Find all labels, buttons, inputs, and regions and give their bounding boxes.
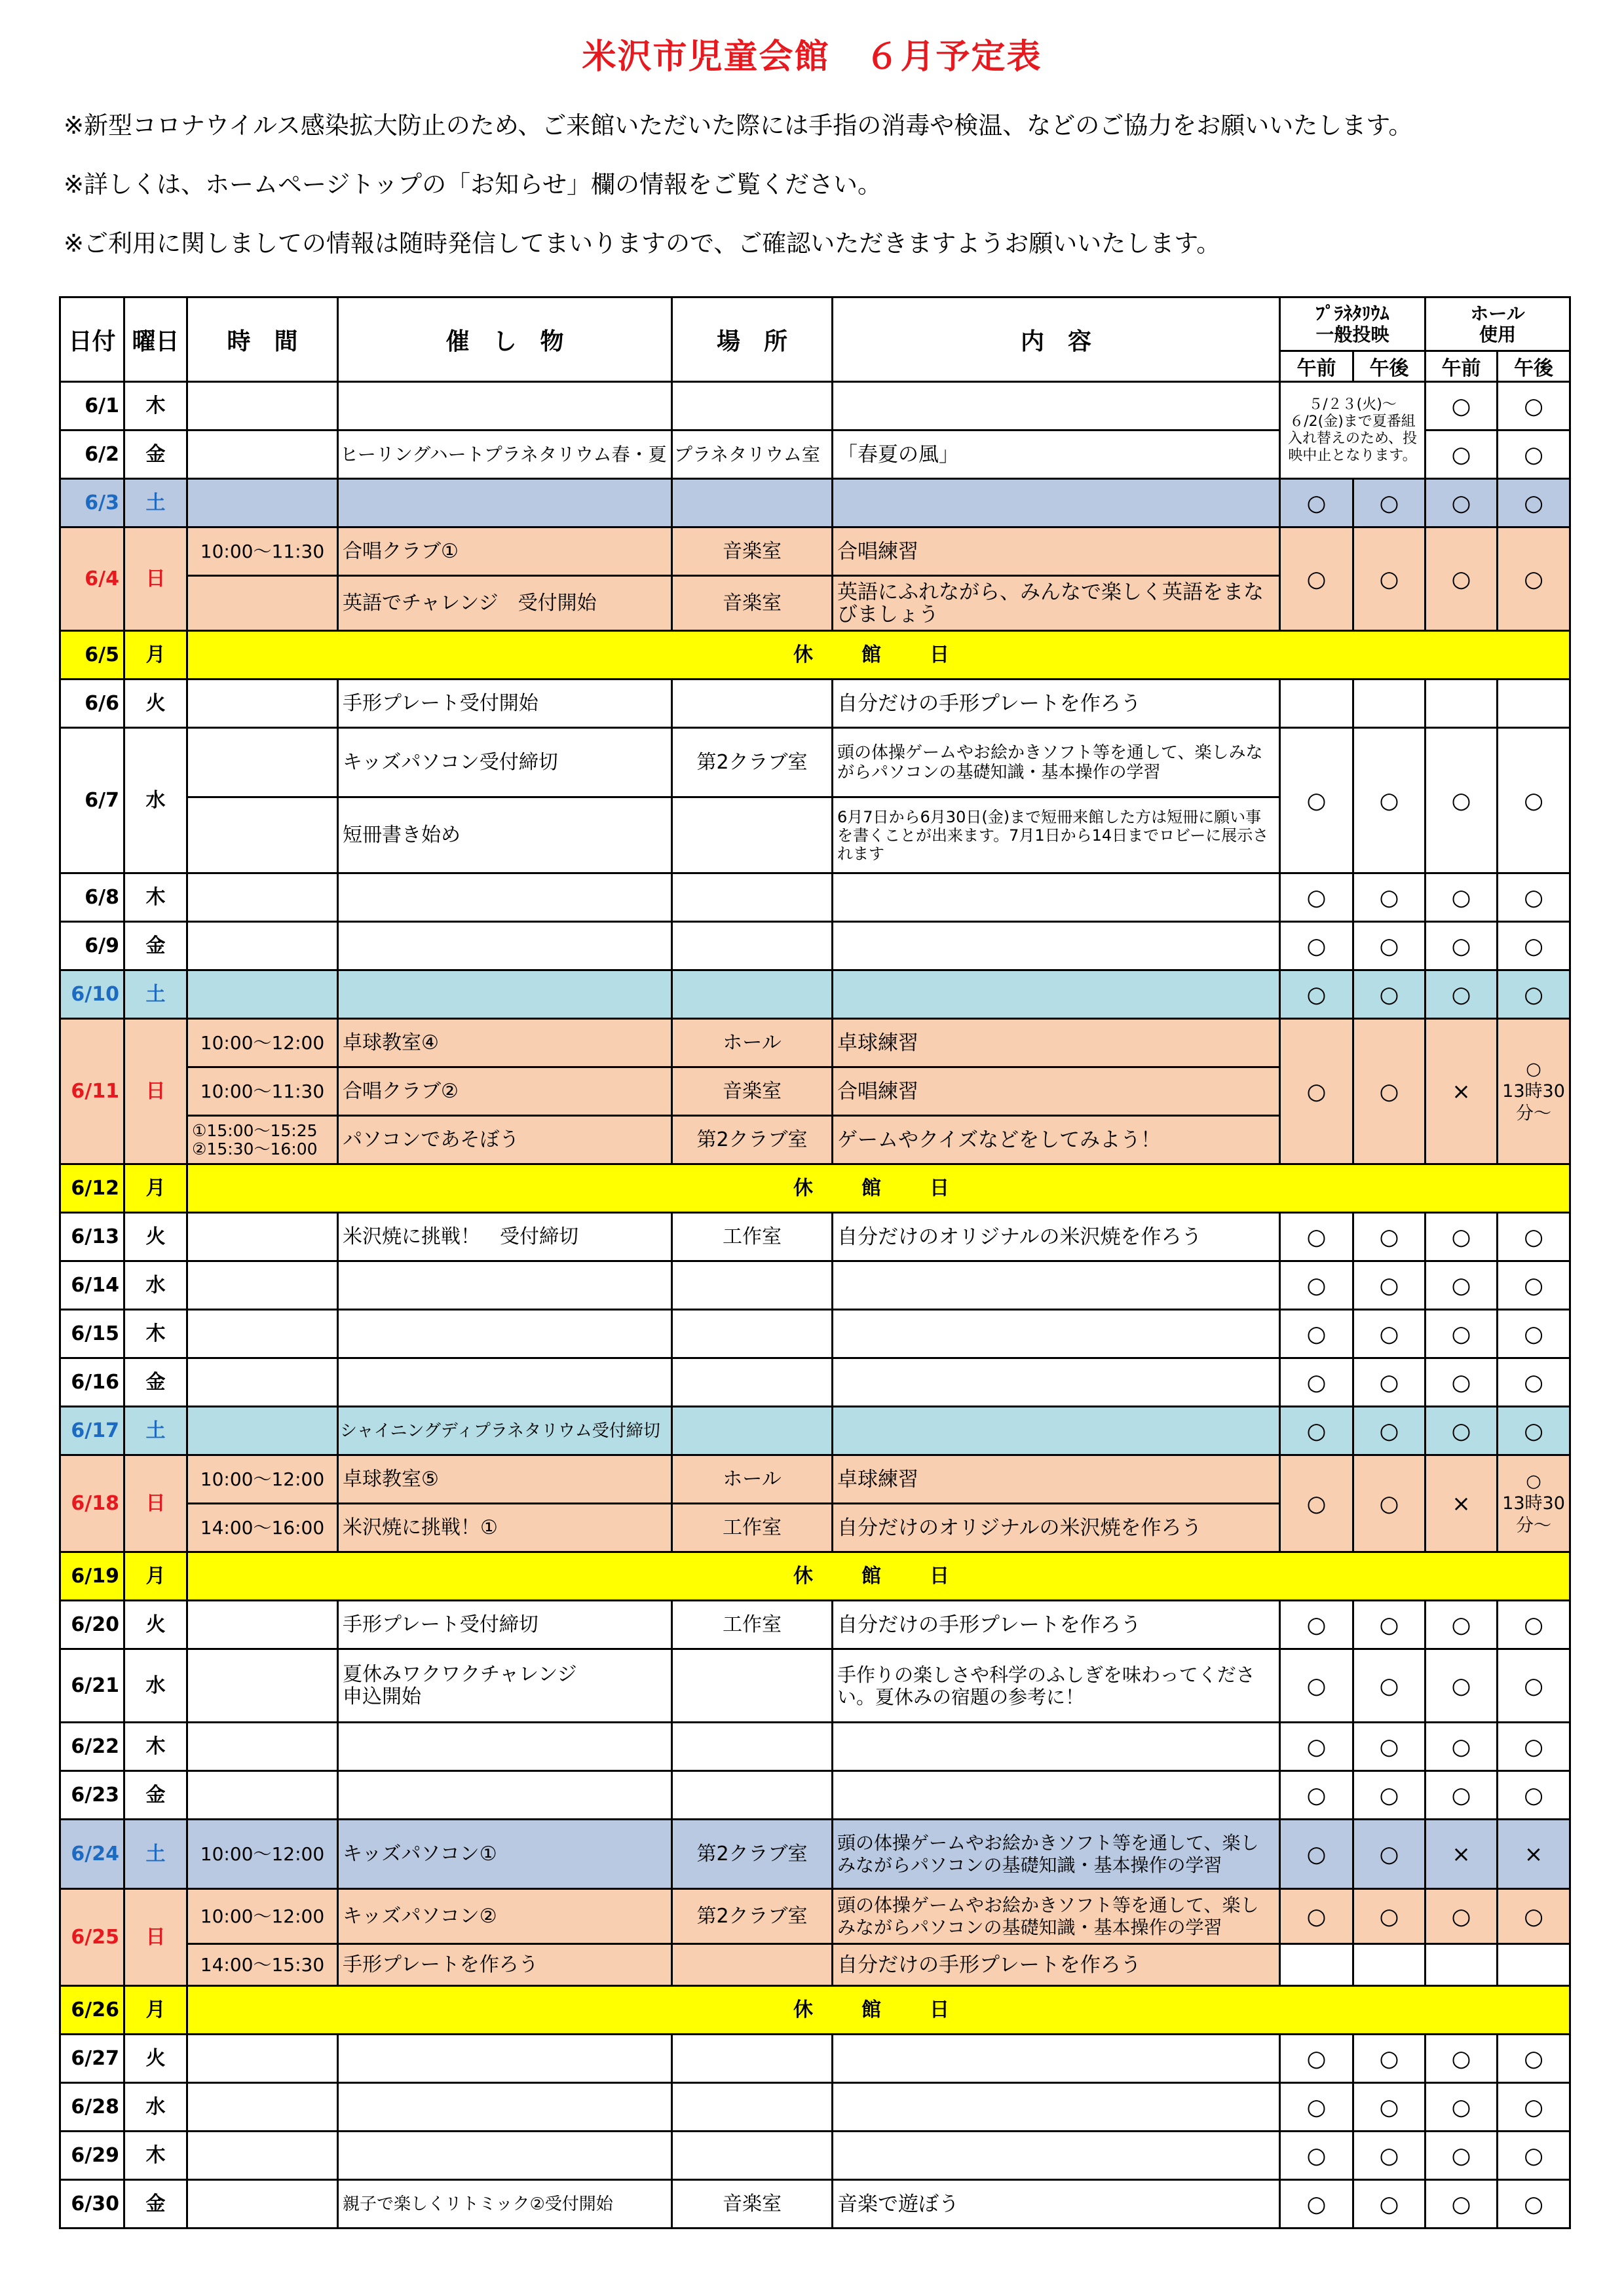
event-cell: 卓球教室④	[338, 1019, 672, 1067]
weekday-cell: 土	[124, 1820, 187, 1889]
hall-am-mark: ○	[1426, 2035, 1498, 2083]
hall-am-mark: ○	[1426, 479, 1498, 527]
plan-am-mark: ○	[1280, 1407, 1353, 1455]
plan-am-mark: ○	[1280, 1771, 1353, 1820]
plan-pm-mark: ○	[1353, 1261, 1426, 1310]
plan-pm-mark: ○	[1353, 2180, 1426, 2229]
plan-pm-mark: ○	[1353, 970, 1426, 1019]
plan-pm-mark: ○	[1353, 479, 1426, 527]
content-cell: 頭の体操ゲームやお絵かきソフト等を通して、楽しみながらパソコンの基礎知識・基本操作の学習	[833, 1820, 1280, 1889]
header-plan-pm: 午後	[1353, 351, 1426, 382]
place-cell: 工作室	[672, 1601, 833, 1649]
place-cell: ホール	[672, 1455, 833, 1504]
content-cell: 自分だけの手形プレートを作ろう	[833, 679, 1280, 728]
weekday-cell: 金	[124, 430, 187, 479]
date-cell: 6/3	[60, 479, 124, 527]
date-cell: 6/24	[60, 1820, 124, 1889]
date-cell: 6/25	[60, 1889, 124, 1986]
weekday-cell: 月	[124, 1986, 187, 2035]
weekday-cell: 水	[124, 1261, 187, 1310]
content-cell: 頭の体操ゲームやお絵かきソフト等を通して、楽しみながらパソコンの基礎知識・基本操作の学習	[833, 1889, 1280, 1944]
closed-day-label: 休 館 日	[187, 1164, 1570, 1213]
weekday-cell: 木	[124, 382, 187, 430]
hall-am-mark: ○	[1426, 873, 1498, 922]
time-cell: 10:00～11:30	[187, 1067, 338, 1116]
header-hall-pm: 午後	[1498, 351, 1570, 382]
hall-am-mark: ○	[1426, 1723, 1498, 1771]
notice-line: ※詳しくは、ホームページトップの「お知らせ」欄の情報をご覧ください。	[64, 170, 882, 199]
plan-am-mark: ○	[1280, 1213, 1353, 1261]
table-row	[60, 1261, 1570, 1310]
hall-am-mark: ○	[1426, 1601, 1498, 1649]
plan-pm-mark: ○	[1353, 1213, 1426, 1261]
table-row	[60, 1407, 1570, 1455]
hall-am-mark: ○	[1426, 382, 1498, 430]
content-cell: 自分だけの手形プレートを作ろう	[833, 1601, 1280, 1649]
plan-am-mark: ○	[1280, 970, 1353, 1019]
date-cell: 6/7	[60, 728, 124, 873]
weekday-cell: 日	[124, 1889, 187, 1986]
event-cell: 親子で楽しくリトミック②受付開始	[338, 2180, 672, 2229]
event-cell: 米沢焼に挑戦！ 受付締切	[338, 1213, 672, 1261]
content-cell: 自分だけのオリジナルの米沢焼を作ろう	[833, 1504, 1280, 1552]
plan-am-mark: ○	[1280, 1820, 1353, 1889]
plan-pm-mark: ○	[1353, 2083, 1426, 2132]
hall-pm-mark: ○	[1498, 1261, 1570, 1310]
hall-am-mark: ○	[1426, 2083, 1498, 2132]
plan-pm-mark: ○	[1353, 1649, 1426, 1723]
hall-pm-mark: ○	[1498, 970, 1570, 1019]
time-cell: 14:00～16:00	[187, 1504, 338, 1552]
hall-pm-mark: ○	[1498, 479, 1570, 527]
hall-am-mark: ○	[1426, 2132, 1498, 2180]
time-cell: ①15:00～15:25 ②15:30～16:00	[187, 1116, 338, 1164]
header-planetarium: ﾌﾟﾗﾈﾀﾘｳﾑ 一般投映	[1280, 297, 1426, 351]
header-event: 催 し 物	[338, 297, 672, 382]
hall-am-mark: ○	[1426, 2180, 1498, 2229]
closed-day-label: 休 館 日	[187, 631, 1570, 679]
time-cell: 10:00～11:30	[187, 527, 338, 576]
notice-line: ※新型コロナウイルス感染拡大防止のため、ご来館いただいた際には手指の消毒や検温、などのご協力をお願いいたします。	[64, 111, 1413, 140]
hall-am-mark: ○	[1426, 1649, 1498, 1723]
plan-am-mark: ○	[1280, 728, 1353, 873]
place-cell: 音楽室	[672, 576, 833, 631]
table-row	[60, 1601, 1570, 1649]
date-cell: 6/2	[60, 430, 124, 479]
hall-am-mark: ×	[1426, 1455, 1498, 1552]
event-cell: 短冊書き始め	[338, 797, 672, 873]
content-cell: 音楽で遊ぼう	[833, 2180, 1280, 2229]
time-cell: 10:00～12:00	[187, 1820, 338, 1889]
table-row	[60, 631, 1570, 679]
event-cell: 合唱クラブ②	[338, 1067, 672, 1116]
weekday-cell: 火	[124, 1601, 187, 1649]
hall-am-mark: ○	[1426, 430, 1498, 479]
plan-am-mark: ○	[1280, 1723, 1353, 1771]
content-cell: ゲームやクイズなどをしてみよう！	[833, 1116, 1280, 1164]
page-title: 米沢市児童会館 ６月予定表	[582, 37, 1042, 77]
date-cell: 6/15	[60, 1310, 124, 1358]
weekday-cell: 日	[124, 1019, 187, 1164]
table-row	[60, 2132, 1570, 2180]
date-cell: 6/5	[60, 631, 124, 679]
table-row	[60, 1310, 1570, 1358]
hall-pm-mark: ○	[1498, 2083, 1570, 2132]
hall-am-mark: ○	[1426, 1771, 1498, 1820]
event-cell: 手形プレート受付開始	[338, 679, 672, 728]
event-cell: 英語でチャレンジ 受付開始	[338, 576, 672, 631]
content-cell: 自分だけの手形プレートを作ろう	[833, 1944, 1280, 1986]
weekday-cell: 木	[124, 2132, 187, 2180]
place-cell: 工作室	[672, 1213, 833, 1261]
event-cell: キッズパソコン受付締切	[338, 728, 672, 797]
plan-am-mark: ○	[1280, 1889, 1353, 1944]
event-cell: ヒーリングハートプラネタリウム春・夏	[338, 430, 672, 479]
plan-am-mark: ○	[1280, 922, 1353, 970]
hall-pm-mark: ○	[1498, 728, 1570, 873]
hall-am-mark: ○	[1426, 1213, 1498, 1261]
date-cell: 6/17	[60, 1407, 124, 1455]
plan-am-mark: ○	[1280, 2035, 1353, 2083]
hall-pm-mark: ○	[1498, 2132, 1570, 2180]
weekday-cell: 日	[124, 527, 187, 631]
plan-am-mark: ○	[1280, 1019, 1353, 1164]
weekday-cell: 水	[124, 728, 187, 873]
hall-am-mark: ○	[1426, 1310, 1498, 1358]
table-row	[60, 1358, 1570, 1407]
content-cell: 「春夏の風」	[833, 430, 1280, 479]
table-row	[60, 728, 1570, 797]
weekday-cell: 土	[124, 479, 187, 527]
event-cell: 手形プレート受付締切	[338, 1601, 672, 1649]
time-cell: 10:00～12:00	[187, 1455, 338, 1504]
table-row	[60, 1986, 1570, 2035]
plan-am-mark: ○	[1280, 873, 1353, 922]
content-cell: 合唱練習	[833, 527, 1280, 576]
date-cell: 6/11	[60, 1019, 124, 1164]
date-cell: 6/16	[60, 1358, 124, 1407]
weekday-cell: 火	[124, 679, 187, 728]
hall-am-mark: ○	[1426, 1261, 1498, 1310]
weekday-cell: 土	[124, 1407, 187, 1455]
time-cell: 14:00～15:30	[187, 1944, 338, 1986]
content-cell: 英語にふれながら、みんなで楽しく英語をまなびましょう	[833, 576, 1280, 631]
event-cell: 合唱クラブ①	[338, 527, 672, 576]
hall-pm-mark: ○	[1498, 1771, 1570, 1820]
hall-am-mark: ○	[1426, 1889, 1498, 1944]
place-cell: 第2クラブ室	[672, 1889, 833, 1944]
plan-pm-mark: ○	[1353, 728, 1426, 873]
table-row	[60, 873, 1570, 922]
place-cell: プラネタリウム室	[672, 430, 833, 479]
table-row	[60, 479, 1570, 527]
plan-am-mark: ○	[1280, 1455, 1353, 1552]
weekday-cell: 月	[124, 631, 187, 679]
place-cell: 音楽室	[672, 2180, 833, 2229]
time-cell: 10:00～12:00	[187, 1889, 338, 1944]
content-cell: 卓球練習	[833, 1455, 1280, 1504]
hall-pm-mark: ○	[1498, 430, 1570, 479]
planetarium-note: ５/２３(火)～６/2(金)まで夏番組入れ替えのため、投映中止となります。	[1280, 382, 1426, 479]
weekday-cell: 金	[124, 2180, 187, 2229]
place-cell: 第2クラブ室	[672, 1820, 833, 1889]
table-row	[60, 1019, 1570, 1067]
plan-am-mark: ○	[1280, 479, 1353, 527]
plan-pm-mark: ○	[1353, 1820, 1426, 1889]
event-cell: シャイニングディプラネタリウム受付締切	[338, 1407, 672, 1455]
date-cell: 6/21	[60, 1649, 124, 1723]
event-cell: 夏休みワクワクチャレンジ 申込開始	[338, 1649, 672, 1723]
plan-am-mark: ○	[1280, 2132, 1353, 2180]
date-cell: 6/27	[60, 2035, 124, 2083]
plan-am-mark: ○	[1280, 1310, 1353, 1358]
content-cell: 卓球練習	[833, 1019, 1280, 1067]
table-row	[60, 527, 1570, 576]
plan-am-mark: ○	[1280, 2083, 1353, 2132]
table-row	[60, 1213, 1570, 1261]
hall-am-mark: ○	[1426, 527, 1498, 631]
event-cell: キッズパソコン②	[338, 1889, 672, 1944]
hall-pm-mark: ○	[1498, 1407, 1570, 1455]
table-row	[60, 382, 1570, 430]
content-cell: 6月7日から6月30日(金)まで短冊来館した方は短冊に願い事を書くことが出来ます。7月1日から14日までロビーに展示されます	[833, 797, 1280, 873]
table-row	[60, 1552, 1570, 1601]
notice-line: ※ご利用に関しましての情報は随時発信してまいりますので、ご確認いただきますようお願いいたします。	[64, 229, 1221, 258]
event-cell: キッズパソコン①	[338, 1820, 672, 1889]
plan-am-mark: ○	[1280, 1649, 1353, 1723]
date-cell: 6/28	[60, 2083, 124, 2132]
place-cell: 音楽室	[672, 1067, 833, 1116]
weekday-cell: 月	[124, 1552, 187, 1601]
date-cell: 6/14	[60, 1261, 124, 1310]
hall-pm-mark: ○	[1498, 2035, 1570, 2083]
event-cell: 米沢焼に挑戦！①	[338, 1504, 672, 1552]
date-cell: 6/6	[60, 679, 124, 728]
plan-pm-mark: ○	[1353, 1601, 1426, 1649]
content-cell: 手作りの楽しさや科学のふしぎを味わってください。夏休みの宿題の参考に！	[833, 1649, 1280, 1723]
plan-pm-mark: ○	[1353, 527, 1426, 631]
plan-pm-mark: ○	[1353, 873, 1426, 922]
weekday-cell: 水	[124, 1649, 187, 1723]
date-cell: 6/8	[60, 873, 124, 922]
place-cell: 第2クラブ室	[672, 1116, 833, 1164]
weekday-cell: 金	[124, 1358, 187, 1407]
event-cell: 手形プレートを作ろう	[338, 1944, 672, 1986]
hall-am-mark: ○	[1426, 922, 1498, 970]
date-cell: 6/18	[60, 1455, 124, 1552]
date-cell: 6/1	[60, 382, 124, 430]
hall-am-mark: ○	[1426, 1407, 1498, 1455]
table-row	[60, 2035, 1570, 2083]
content-cell: 頭の体操ゲームやお絵かきソフト等を通して、楽しみながらパソコンの基礎知識・基本操作の学習	[833, 728, 1280, 797]
date-cell: 6/23	[60, 1771, 124, 1820]
hall-pm-mark: ○	[1498, 527, 1570, 631]
hall-pm-mark: ○	[1498, 1649, 1570, 1723]
hall-am-mark: ×	[1426, 1019, 1498, 1164]
closed-day-label: 休 館 日	[187, 1986, 1570, 2035]
weekday-cell: 水	[124, 2083, 187, 2132]
date-cell: 6/12	[60, 1164, 124, 1213]
table-row	[60, 1944, 1570, 1986]
closed-day-label: 休 館 日	[187, 1552, 1570, 1601]
table-row	[60, 1820, 1570, 1889]
header-time: 時 間	[187, 297, 338, 382]
weekday-cell: 土	[124, 970, 187, 1019]
weekday-cell: 金	[124, 922, 187, 970]
weekday-cell: 木	[124, 873, 187, 922]
table-row	[60, 1889, 1570, 1944]
date-cell: 6/10	[60, 970, 124, 1019]
header-date: 日付	[60, 297, 124, 382]
table-row	[60, 922, 1570, 970]
time-cell: 10:00～12:00	[187, 1019, 338, 1067]
weekday-cell: 木	[124, 1723, 187, 1771]
hall-am-mark: ○	[1426, 970, 1498, 1019]
plan-pm-mark: ○	[1353, 1358, 1426, 1407]
header-hall: ホール 使用	[1426, 297, 1570, 351]
plan-am-mark: ○	[1280, 1261, 1353, 1310]
table-row	[60, 2180, 1570, 2229]
header-place: 場 所	[672, 297, 833, 382]
table-row	[60, 1649, 1570, 1723]
weekday-cell: 火	[124, 1213, 187, 1261]
content-cell: 合唱練習	[833, 1067, 1280, 1116]
hall-pm-mark: ○	[1498, 873, 1570, 922]
plan-pm-mark: ○	[1353, 1723, 1426, 1771]
plan-pm-mark: ○	[1353, 1310, 1426, 1358]
header-plan-am: 午前	[1280, 351, 1353, 382]
table-row	[60, 1164, 1570, 1213]
hall-pm-note: ○ 13時30 分～	[1498, 1019, 1570, 1164]
date-cell: 6/13	[60, 1213, 124, 1261]
table-row	[60, 679, 1570, 728]
table-row	[60, 1771, 1570, 1820]
hall-pm-mark: ○	[1498, 1358, 1570, 1407]
table-row	[60, 1455, 1570, 1504]
table-row	[60, 1723, 1570, 1771]
place-cell: ホール	[672, 1019, 833, 1067]
date-cell: 6/22	[60, 1723, 124, 1771]
plan-pm-mark: ○	[1353, 922, 1426, 970]
hall-pm-note: ○ 13時30 分～	[1498, 1455, 1570, 1552]
hall-pm-mark: ○	[1498, 1213, 1570, 1261]
hall-pm-mark: ×	[1498, 1820, 1570, 1889]
plan-pm-mark: ○	[1353, 1771, 1426, 1820]
hall-pm-mark: ○	[1498, 2180, 1570, 2229]
hall-pm-mark: ○	[1498, 922, 1570, 970]
plan-pm-mark: ○	[1353, 1019, 1426, 1164]
date-cell: 6/4	[60, 527, 124, 631]
weekday-cell: 火	[124, 2035, 187, 2083]
hall-pm-mark: ○	[1498, 1310, 1570, 1358]
weekday-cell: 金	[124, 1771, 187, 1820]
plan-pm-mark: ○	[1353, 2132, 1426, 2180]
header-content: 内 容	[833, 297, 1280, 382]
content-cell: 自分だけのオリジナルの米沢焼を作ろう	[833, 1213, 1280, 1261]
plan-pm-mark: ○	[1353, 1889, 1426, 1944]
date-cell: 6/29	[60, 2132, 124, 2180]
weekday-cell: 月	[124, 1164, 187, 1213]
plan-pm-mark: ○	[1353, 1455, 1426, 1552]
plan-am-mark: ○	[1280, 1358, 1353, 1407]
plan-pm-mark: ○	[1353, 2035, 1426, 2083]
plan-am-mark: ○	[1280, 2180, 1353, 2229]
hall-pm-mark: ○	[1498, 1723, 1570, 1771]
event-cell: 卓球教室⑤	[338, 1455, 672, 1504]
plan-am-mark: ○	[1280, 1601, 1353, 1649]
table-row	[60, 2083, 1570, 2132]
date-cell: 6/19	[60, 1552, 124, 1601]
place-cell: 工作室	[672, 1504, 833, 1552]
plan-am-mark: ○	[1280, 527, 1353, 631]
hall-pm-mark: ○	[1498, 1601, 1570, 1649]
event-cell: パソコンであそぼう	[338, 1116, 672, 1164]
place-cell: 第2クラブ室	[672, 728, 833, 797]
hall-pm-mark: ○	[1498, 1889, 1570, 1944]
date-cell: 6/9	[60, 922, 124, 970]
date-cell: 6/20	[60, 1601, 124, 1649]
header-hall-am: 午前	[1426, 351, 1498, 382]
place-cell: 音楽室	[672, 527, 833, 576]
hall-am-mark: ×	[1426, 1820, 1498, 1889]
hall-am-mark: ○	[1426, 1358, 1498, 1407]
schedule-table	[59, 296, 1571, 2229]
table-row	[60, 970, 1570, 1019]
hall-am-mark: ○	[1426, 728, 1498, 873]
hall-pm-mark: ○	[1498, 382, 1570, 430]
date-cell: 6/26	[60, 1986, 124, 2035]
date-cell: 6/30	[60, 2180, 124, 2229]
weekday-cell: 木	[124, 1310, 187, 1358]
header-weekday: 曜日	[124, 297, 187, 382]
weekday-cell: 日	[124, 1455, 187, 1552]
plan-pm-mark: ○	[1353, 1407, 1426, 1455]
